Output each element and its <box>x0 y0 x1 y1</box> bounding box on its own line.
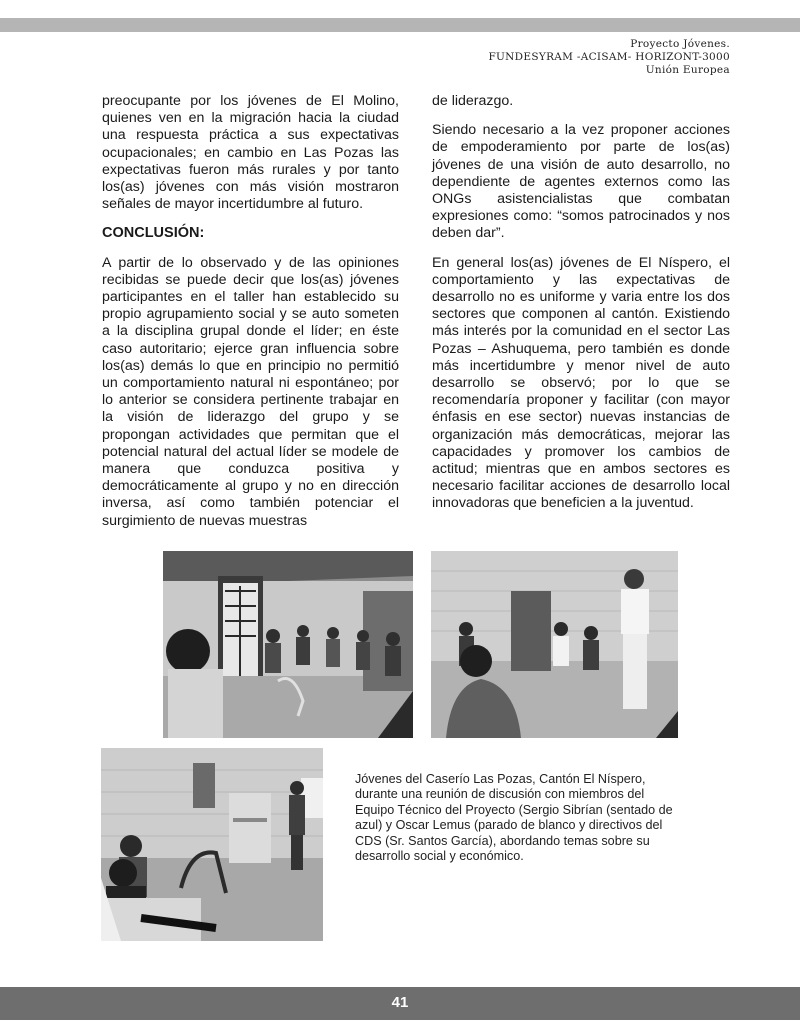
right-paragraph-3: En general los(as) jóvenes de El Níspero, el comportamiento y las expectativas de desarrollo no es uniforme y varia entre los dos sectores que componen al cantón. Existiendo más interés por la comunidad en el sector Las Pozas – Ashuquema, pero también es donde más incertidumbre y menor nivel de auto desarrollo se observó; por lo que se recomendaría proponer y facilitar (con mayor énfasis en ese sector) nuevas instancias de organización más democráticas, mejorar las capacidades y promover los cambios de actitud; mientras que en ambos sectores es necesario facilitar acciones de desarrollo local innovadoras que beneficien a la juventud. <box>432 254 730 512</box>
conclusion-heading: CONCLUSIÓN: <box>102 225 205 242</box>
top-decorative-bar <box>0 18 800 32</box>
meeting-photo-1 <box>163 551 413 738</box>
left-paragraph-2: A partir de lo observado y de las opiniones recibidas se puede decir que los(as) jóvenes participantes en el taller han establecido su propio agrupamiento social y se auto someten a la disciplina grupal donde el líder; en éste caso autoritario; ejerce gran influencia sobre los(as) demás lo que en principio no permitió un comportamiento natural ni espontáneo; por lo anterior se considera pertinente trabajar en la visión de liderazgo del grupo y se propongan actividades que permitan que el potencial natural del actual líder se modele de manera que conduzca positiva y democráticamente al grupo y no en dirección inversa, así como también potenciar el surgimiento de nuevas muestras <box>102 254 399 529</box>
page-header <box>488 38 730 77</box>
header-organizations: FUNDESYRAM -ACISAM- HORIZONT-3000 <box>488 51 730 63</box>
meeting-photo-3 <box>101 748 323 941</box>
header-funder: Unión Europea <box>645 64 730 76</box>
right-paragraph-2: Siendo necesario a la vez proponer acciones de empoderamiento por parte de los(as) jóvenes de una visión de auto desarrollo, no dependiente de agentes externos como las ONGs asistencialistas que combatan expresiones como: “somos patrocinados y nos deben dar”. <box>432 122 730 242</box>
meeting-photo-2 <box>431 551 678 738</box>
page-number: 41 <box>391 994 409 1011</box>
photo-caption: Jóvenes del Caserío Las Pozas, Cantón El Níspero, durante una reunión de discusión con miembros del Equipo Técnico del Proyecto (Sergio Sibrían (sentado de azul) y Oscar Lemus (parado de blanco y directivos del CDS (Sr. Santos García), abordando temas sobre su desarrollo social y económico. <box>355 772 673 864</box>
left-column <box>102 93 399 542</box>
right-paragraph-1: de liderazgo. <box>432 93 514 109</box>
right-column <box>432 93 730 525</box>
header-project: Proyecto Jóvenes. <box>630 38 730 50</box>
left-paragraph-1: preocupante por los jóvenes de El Molino, quienes ven en la migración hacia la ciudad una respuesta práctica a sus expectativas ocupacionales; en cambio en Las Pozas las expectativas fueron más rurales y por tanto los(as) jóvenes con más visión mostraron señales de mayor incertidumbre al futuro. <box>102 93 399 213</box>
